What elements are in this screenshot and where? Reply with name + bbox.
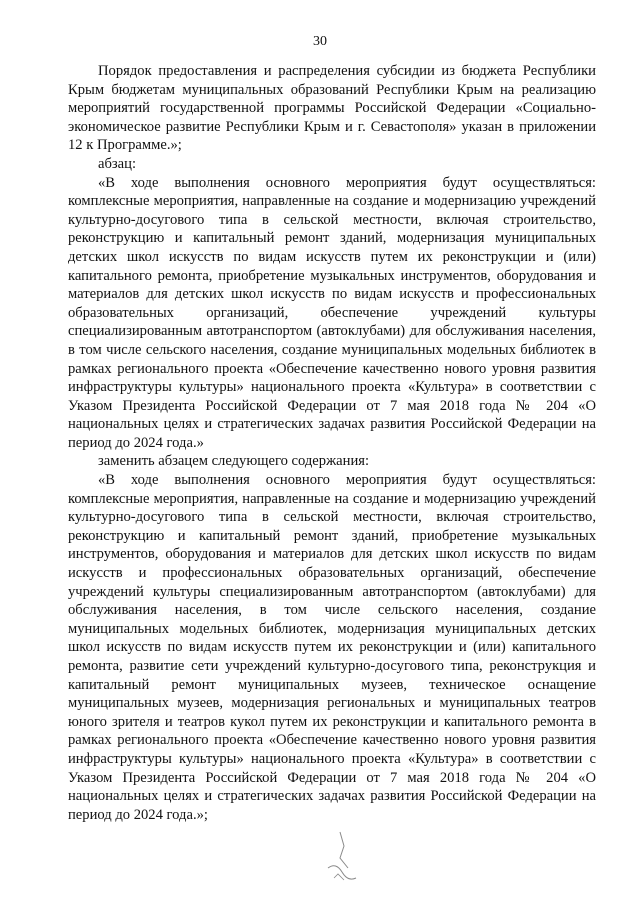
document-body [68, 62, 596, 824]
label-replace-instruction: заменить абзацем следующего содержания: [98, 453, 370, 470]
paragraph-subsidy-procedure: Порядок предоставления и распределения субсидии из бюджета Республики Крым бюджетам муниципальных образований Республики Крым на реализацию мероприятий государственной программы Российской Федерации «Социально-экономическое развитие Республики Крым и г. Севастополя» указан в приложении 12 к Программе.»; [68, 63, 596, 154]
paragraph-original-text: «В ходе выполнения основного мероприятия будут осуществляться: комплексные мероприятия, направленные на создание и модернизацию учреждений культурно-досугового типа в сельской местности, включая строительство, реконструкцию и капитальный ремонт зданий, модернизация муниципальных детских школ искусств по видам искусств путем их реконструкции и (или) капитального ремонта, приобретение музыкальных инструментов, оборудования и материалов для детских школ искусств по видам искусств и профессиональных образовательных организаций, обеспечение учреждений культуры специализированным автотранспортом (автоклубами) для обслуживания населения, в том числе сельского населения, создание муниципальных модельных библиотек в рамках регионального проекта «Обеспечение качественно нового уровня развития инфраструктуры культуры» национального проекта «Культура» в соответствии с Указом Президента Российской Федерации от 7 мая 2018 года № 204 «О национальных целях и стратегических задачах развития Российской Федерации на период до 2024 года.» [68, 174, 596, 451]
label-abzac: абзац: [98, 155, 137, 172]
page-number: 30 [313, 34, 327, 49]
paragraph-replacement-text: «В ходе выполнения основного мероприятия будут осуществляться: комплексные мероприятия, направленные на создание и модернизацию учреждений культурно-досугового типа в сельской местности, включая строительство, реконструкцию и капитальный ремонт зданий, приобретение музыкальных инструментов, оборудования и материалов для детских школ искусств по видам искусств и профессиональных образовательных организаций, обеспечение учреждений культуры специализированным автотранспортом (автоклубами) для обслуживания населения, в том числе сельского населения, создание муниципальных модельных библиотек, модернизация муниципальных детских школ искусств по видам искусств путем их реконструкции и (или) капитального ремонта, развитие сети учреждений культурно-досугового типа, реконструкция и капитальный ремонт муниципальных музеев, техническое оснащение муниципальных музеев, модернизация региональных и муниципальных театров юного зрителя и театров кукол путем их реконструкции и капитального ремонта в рамках регионального проекта «Обеспечение качественно нового уровня развития инфраструктуры культуры» национального проекта «Культура» в соответствии с Указом Президента Российской Федерации от 7 мая 2018 года № 204 «О национальных целях и стратегических задачах развития Российской Федерации на период до 2024 года.»; [68, 472, 596, 823]
pen-mark-icon [318, 828, 368, 888]
